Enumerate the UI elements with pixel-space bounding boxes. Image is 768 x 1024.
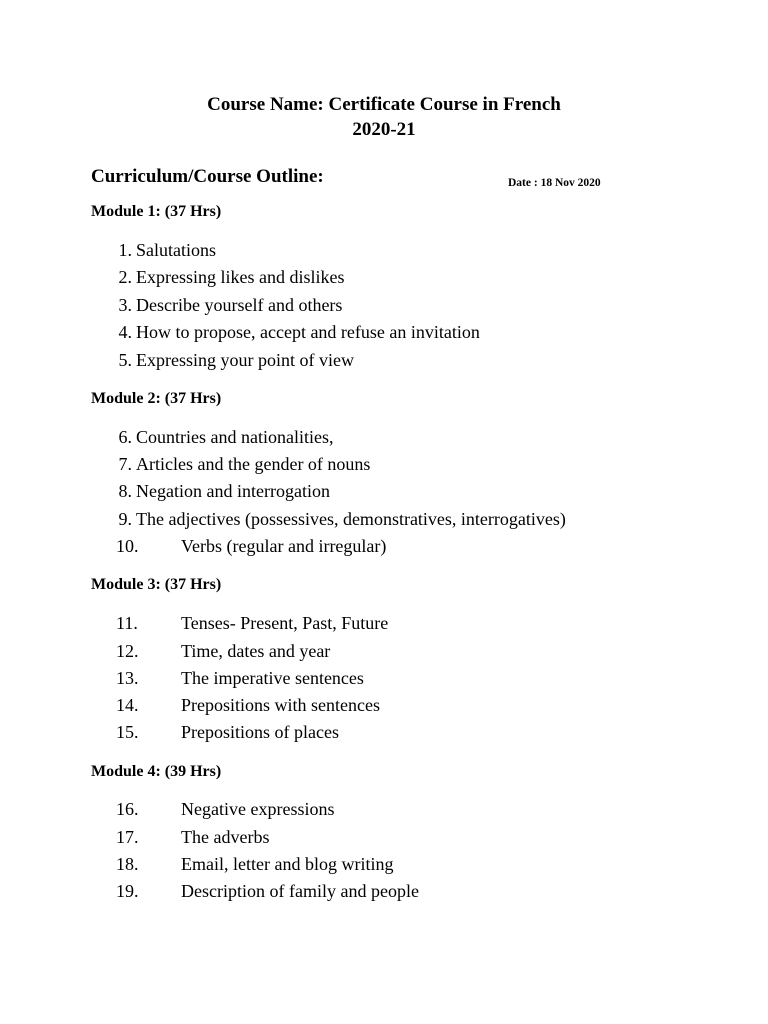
item-text: Description of family and people xyxy=(181,881,419,901)
item-number: 4. xyxy=(118,322,132,342)
item-number: 5. xyxy=(118,350,132,370)
item-number: 1. xyxy=(118,240,132,260)
course-title: Course Name: Certificate Course in French xyxy=(207,94,561,115)
item-number: 18. xyxy=(116,854,139,874)
item-number: 17. xyxy=(116,827,139,847)
item-number: 11. xyxy=(116,613,138,633)
item-text: Negation and interrogation xyxy=(136,481,330,501)
curriculum-heading: Curriculum/Course Outline: xyxy=(91,166,324,187)
item-text: Prepositions of places xyxy=(181,722,339,742)
item-text: How to propose, accept and refuse an invitation xyxy=(136,322,480,342)
item-text: Email, letter and blog writing xyxy=(181,854,394,874)
item-number: 13. xyxy=(116,668,139,688)
item-number: 15. xyxy=(116,722,139,742)
item-text: The imperative sentences xyxy=(181,668,364,688)
module-2-heading: Module 2: (37 Hrs) xyxy=(91,390,222,407)
item-number: 3. xyxy=(118,295,132,315)
item-text: Prepositions with sentences xyxy=(181,695,380,715)
item-text: Negative expressions xyxy=(181,799,335,819)
item-number: 8. xyxy=(118,481,132,501)
module-1-heading: Module 1: (37 Hrs) xyxy=(91,203,222,220)
item-number: 10. xyxy=(116,536,139,556)
item-number: 7. xyxy=(118,454,132,474)
item-text: Tenses- Present, Past, Future xyxy=(181,613,389,633)
item-text: Expressing likes and dislikes xyxy=(136,267,345,287)
module-3-heading: Module 3: (37 Hrs) xyxy=(91,576,222,593)
course-year: 2020-21 xyxy=(352,119,416,140)
item-text: Articles and the gender of nouns xyxy=(136,454,371,474)
item-number: 9. xyxy=(118,509,132,529)
item-number: 2. xyxy=(118,267,132,287)
document-date: Date : 18 Nov 2020 xyxy=(508,177,601,189)
item-number: 14. xyxy=(116,695,139,715)
item-text: Time, dates and year xyxy=(181,641,331,661)
item-number: 19. xyxy=(116,881,139,901)
item-text: Expressing your point of view xyxy=(136,350,354,370)
item-text: The adjectives (possessives, demonstratives, interrogatives) xyxy=(136,509,566,529)
module-4-heading: Module 4: (39 Hrs) xyxy=(91,763,222,780)
item-number: 16. xyxy=(116,799,139,819)
item-text: Countries and nationalities, xyxy=(136,427,334,447)
item-text: Salutations xyxy=(136,240,216,260)
item-text: The adverbs xyxy=(181,827,270,847)
item-number: 6. xyxy=(118,427,132,447)
item-text: Describe yourself and others xyxy=(136,295,343,315)
item-number: 12. xyxy=(116,641,139,661)
item-text: Verbs (regular and irregular) xyxy=(181,536,387,556)
